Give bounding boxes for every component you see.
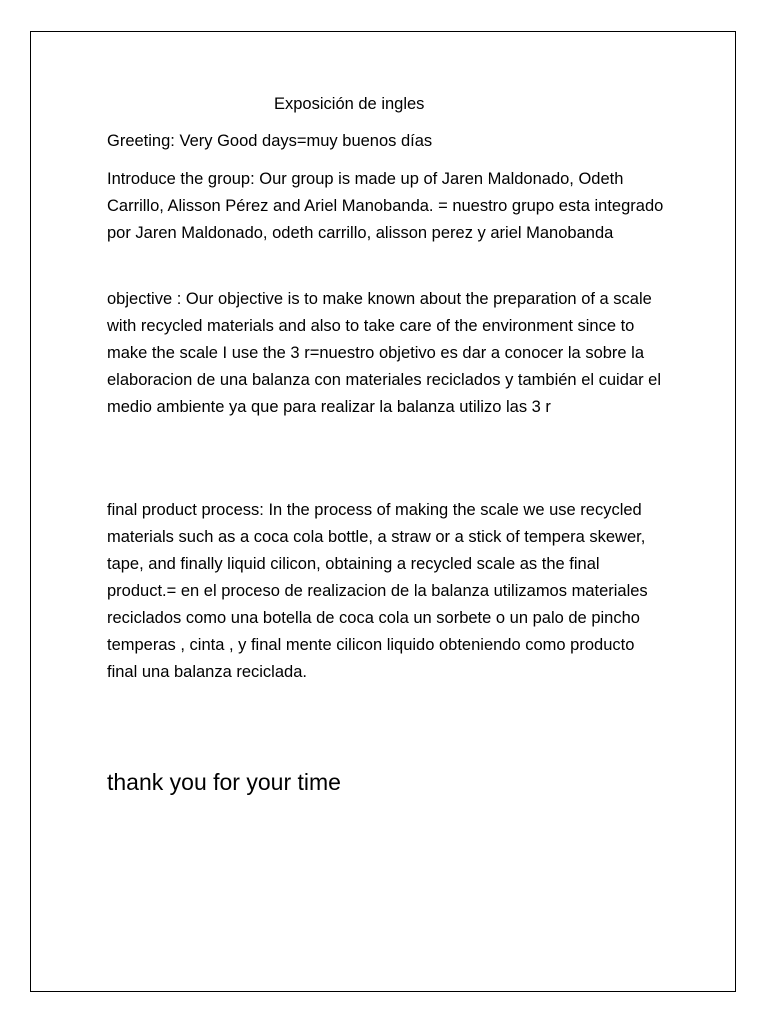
objective-text: Our objective is to make known about the preparation of a scale with recycled materials and also to take care of the environment since to make the scale I use the 3 r=nuestro objetivo es dar a conocer la sobre la elaboracion de una balanza con materiales reciclados y también el cuidar el medio ambiente ya que para realizar la balanza utilizo las 3 r xyxy=(107,290,661,416)
objective-label: objective : xyxy=(107,290,182,308)
final-product-process-paragraph xyxy=(107,497,667,686)
final-product-process-label: final product process: xyxy=(107,501,264,519)
objective-paragraph xyxy=(107,286,667,421)
document-title: Exposición de ingles xyxy=(274,95,425,113)
introduce-group-paragraph xyxy=(107,166,667,247)
greeting-text: Very Good days=muy buenos días xyxy=(179,132,433,150)
greeting-paragraph xyxy=(107,128,667,155)
introduce-group-label: Introduce the group: xyxy=(107,170,255,188)
final-product-process-text: In the process of making the scale we use recycled materials such as a coca cola bottle, a straw or a stick of tempera skewer, tape, and finally liquid cilicon, obtaining a recycled scale as the final product.= en el proceso de realizacion de la balanza utilizamos materiales reciclados como una botella de coca cola un sorbete o un palo de pincho temperas , cinta , y final mente cilicon liquido obteniendo como producto final una balanza reciclada. xyxy=(107,501,648,681)
greeting-label: Greeting: xyxy=(107,132,175,150)
introduce-group-text: Our group is made up of Jaren Maldonado, Odeth Carrillo, Alisson Pérez and Ariel Manobanda. = nuestro grupo esta integrado por Jaren Maldonado, odeth carrillo, alisson perez y ariel Manobanda xyxy=(107,170,664,242)
closing-line: thank you for your time xyxy=(107,769,341,795)
